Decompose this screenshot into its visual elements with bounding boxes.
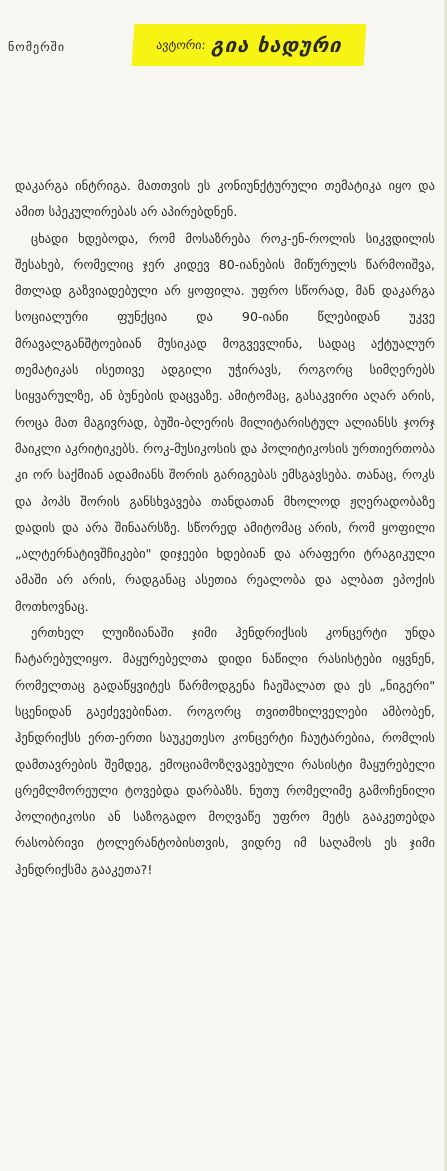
author-name: გია ხადური — [210, 33, 343, 57]
article-paragraph: ერთხელ ლუიზიანაში ჯიმი ჰენდრიქსის კონცერტი უნდა ჩატარებულიყო. მაყურებელთა დიდი ნაწილი რასისტები იყვნენ, რომელთაც გადაწყვიტეს წარმოდგენა ჩაეშალათ და ეს „ნიგერი" სცენიდან გაეძევებინათ. როგორც თვითმხილველები ამბობენ, ჰენდრიქსს ერთ-ერთი საუკეთესო კონცერტი ჩაუტარებია, რომლის დამთავრების შემდეგ, ემოციამოზღვავებული რასისტი მაყურებელი ცრემლმორეული ტოვებდა დარბაზს. ნუთუ რომელიმე გამოჩენილი პოლიტიკოსი ან საზოგადო მოღვაწე უფრო მეტს გააკეთებდა რასობრივი ტოლერანტობისთვის, ვიდრე იმ საღამოს ეს ჯიმი ჰენდრიქსმა გააკეთა?! — [15, 625, 435, 877]
author-tag — [132, 24, 367, 66]
section-label: ნომერში — [8, 40, 66, 54]
article-body — [15, 173, 435, 883]
article-paragraph: დაკარგა ინტრიგა. მათთვის ეს კონიუნქტურული თემატიკა იყო და ამით სპეკულირებას არ აპირებდნენ. — [15, 178, 435, 220]
author-prefix: ავტორი: — [155, 38, 207, 52]
article-paragraph: ცხადი ხდებოდა, რომ მოსაზრება როკ-ენ-როლის სიკვდილის შესახებ, რომელიც ჯერ კიდევ 80-იანების მიწურულს წარმოიშვა, მთლად გაზვიადებული არ ყოფილა. უფრო სწორად, მან დაკარგა სოციალური ფუნქცია და 90-იანი წლებიდან უკვე მრავალგანშტოებიან მუსიკად მოგვევლინა, სადაც აქტუალურ თემატიკას ისეთივე ადგილი უჭირავს, როგორც სიმღერებს სიყვარულზე, ან ბუნების დაცვაზე. ამიტომაც, გასაკვირი აღარ არის, როცა მათ მაგივრად, ბუში-ბლერის მილიტარისტულ ალიანსს ჯორჯ მაიკლი აკრიტიკებს. როკ-მუსიკოსის და პოლიტიკოსის ურთიერთობა კი ორ საქმიან ადამიანს შორის გარიგებას ემსგავსება. თანაც, როკს და პოპს შორის განსხვავება თანდათან მხოლოდ ჟღერადობაზე დადის და არა შინაარსზე. სწორედ ამიტომაც არის, რომ ყოფილი „ალტერნატივშჩიკები" დიჯეები ხდებიან და არაფერი ტრაგიკული ამაში არ არის, რადგანაც ასეთია რეალობა და ალბათ ეპოქის მოთხოვნაც. — [15, 230, 435, 614]
